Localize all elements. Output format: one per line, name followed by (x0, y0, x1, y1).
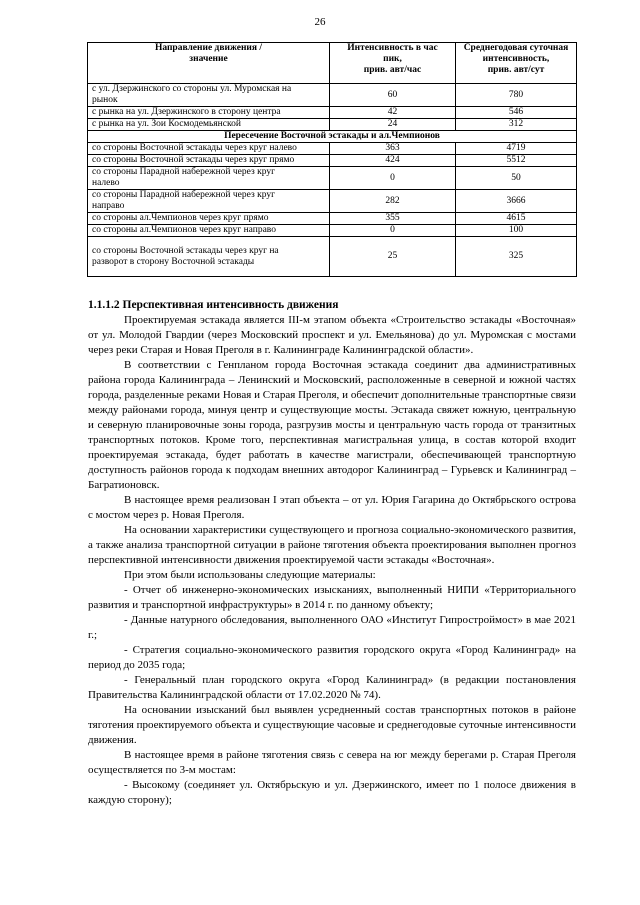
row-daily: 5512 (456, 155, 577, 167)
row-peak: 24 (330, 119, 456, 131)
row-direction: со стороны ал.Чемпионов через круг прямо (88, 213, 330, 225)
row-daily: 780 (456, 84, 577, 107)
traffic-intensity-table (87, 42, 577, 277)
row-daily: 50 (456, 167, 577, 190)
table-row (88, 167, 577, 190)
list-item: - Генеральный план городского округа «Город Калининград» (в редакции постановления Правительства Калининградской области от 17.02.2020 № 74). (88, 674, 576, 701)
row-direction-line: разворот в сторону Восточной эстакады (92, 256, 255, 267)
row-peak: 0 (330, 167, 456, 190)
row-peak: 355 (330, 213, 456, 225)
row-peak: 25 (330, 237, 456, 277)
table-row (88, 107, 577, 119)
paragraph: В настоящее время в районе тяготения связь с севера на юг между берегами р. Старая Преголя осуществляется по 3-м мостам: (88, 749, 576, 776)
table-row (88, 213, 577, 225)
list-item: - Данные натурного обследования, выполненного ОАО «Институт Гипростроймост» в мае 2021 г.; (88, 614, 576, 641)
row-direction: со стороны Восточной эстакады через круг налево (88, 143, 330, 155)
row-direction: с рынка на ул. Дзержинского в сторону центра (88, 107, 330, 119)
table-row (88, 119, 577, 131)
header-peak-line-1: Интенсивность в час (347, 43, 438, 53)
row-peak: 60 (330, 84, 456, 107)
table-header-row (88, 43, 577, 84)
page-number: 26 (314, 16, 326, 28)
section-title: Пересечение Восточной эстакады и ал.Чемпионов (88, 131, 577, 143)
row-direction (88, 167, 330, 190)
row-direction (88, 237, 330, 277)
row-direction-line: со стороны Парадной набережной через круг (92, 190, 275, 200)
table-row (88, 237, 577, 277)
row-daily: 4719 (456, 143, 577, 155)
row-daily: 312 (456, 119, 577, 131)
table-row (88, 143, 577, 155)
row-direction (88, 84, 330, 107)
header-daily (456, 43, 577, 84)
header-direction-line-1: Направление движения / (154, 43, 263, 53)
row-direction (88, 190, 330, 213)
list-item: - Отчет об инженерно-экономических изысканиях, выполненный НИПИ «Территориального развития и транспортной инфраструктуры» в 2014 г. по данному объекту; (88, 584, 576, 611)
row-daily: 100 (456, 225, 577, 237)
header-peak (330, 43, 456, 84)
paragraph: На основании изысканий был выявлен усредненный состав транспортных потоков в районе тяготения проектируемого объекта и существующие часовые и среднегодовые суточные интенсивности движения. (88, 704, 576, 746)
paragraph: На основании характеристики существующего и прогноза социально-экономического развития, а также анализа транспортной ситуации в районе тяготения объекта проектирования выполнен прогноз перспективной интенсивности движения проектируемой части эстакады «Восточная». (88, 524, 576, 566)
body-content (88, 298, 576, 808)
table-row (88, 190, 577, 213)
header-peak-line-2: пик, (383, 54, 402, 64)
paragraph: В соответствии с Генпланом города Восточная эстакада соединит два административных района города Калининграда – Ленинский и Московский, расположенные в северной и южной частях города, разделенные реками Новая и Старая Преголя, и обеспечит дополнительные транспортные связи между районами города, минуя центр и существующие мосты. Эстакада свяжет южную, центральную и северную планировочные зоны города, разгрузив мосты и центральную часть города от транзитных транспортных потоков. Кроме того, перспективная магистральная улица, в состав которой входит проектируемая эстакада, будет работать в качестве магистрали, обеспечивающей транспортную доступность районов города к подходам внешних автодорог Калининград – Гурьевск и Калининград – Багратионовск. (88, 359, 576, 491)
row-direction: со стороны Восточной эстакады через круг прямо (88, 155, 330, 167)
paragraph: В настоящее время реализован I этап объекта – от ул. Юрия Гагарина до Октябрьского острова с мостом через р. Новая Преголя. (88, 494, 576, 521)
row-daily: 4615 (456, 213, 577, 225)
section-heading: 1.1.1.2 Перспективная интенсивность движения (88, 299, 339, 311)
row-peak: 363 (330, 143, 456, 155)
paragraph: При этом были использованы следующие материалы: (124, 569, 376, 581)
header-daily-line-2: интенсивность, (482, 54, 550, 64)
row-daily: 3666 (456, 190, 577, 213)
row-direction-line: налево (92, 178, 120, 188)
header-peak-line-3: прив. авт/час (363, 65, 422, 75)
table-row (88, 225, 577, 237)
row-peak: 282 (330, 190, 456, 213)
row-daily: 546 (456, 107, 577, 119)
header-daily-line-3: прив. авт/сут (487, 65, 545, 75)
row-direction: со стороны ал.Чемпионов через круг направо (88, 225, 330, 237)
header-direction-line-2: значение (189, 54, 228, 64)
row-direction-line: направо (92, 201, 125, 211)
list-item: - Стратегия социально-экономического развития городского округа «Город Калининград» на период до 2035 года; (88, 644, 576, 671)
row-direction-line: со стороны Парадной набережной через круг (92, 167, 275, 177)
header-daily-line-1: Среднегодовая суточная (463, 43, 569, 53)
row-direction-line: со стороны Восточной эстакады через круг на (92, 245, 279, 256)
paragraph: Проектируемая эстакада является III-м этапом объекта «Строительство эстакады «Восточная» от ул. Молодой Гвардии (через Московский проспект и ул. Емельянова) до ул. Муромская с мостами через реки Старая и Новая Преголя в г. Калининграде Калининградской области». (88, 314, 576, 356)
list-item: - Высокому (соединяет ул. Октябрьскую и ул. Дзержинского, имеет по 1 полосе движения в каждую сторону); (88, 779, 576, 806)
row-direction-line: рынок (92, 95, 118, 105)
row-direction: с рынка на ул. Зои Космодемьянской (88, 119, 330, 131)
header-direction (88, 43, 330, 84)
row-peak: 0 (330, 225, 456, 237)
row-daily: 325 (456, 237, 577, 277)
row-direction-line: с ул. Дзержинского со стороны ул. Муромская на (92, 84, 292, 94)
row-peak: 424 (330, 155, 456, 167)
table-section-row (88, 131, 577, 143)
table-row (88, 84, 577, 107)
table-row (88, 155, 577, 167)
row-peak: 42 (330, 107, 456, 119)
